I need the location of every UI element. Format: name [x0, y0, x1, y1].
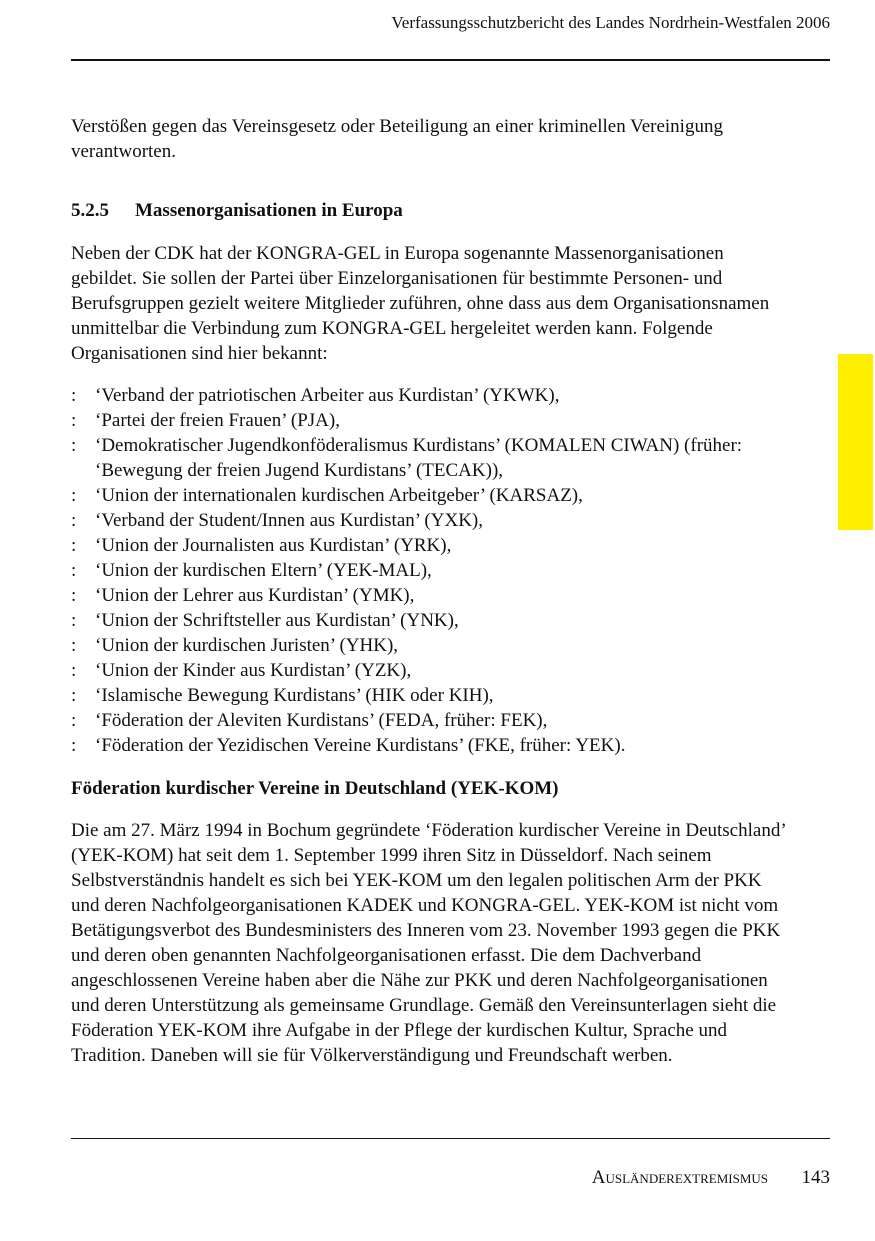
list-item	[71, 683, 811, 708]
organization-list	[71, 383, 811, 758]
list-bullet: :	[71, 735, 77, 756]
footer-divider	[71, 1138, 830, 1139]
list-item	[71, 708, 811, 733]
header-divider	[71, 59, 830, 61]
list-item-text: ‘Union der kurdischen Eltern’ (YEK-MAL),	[95, 560, 432, 581]
page-number: 143	[801, 1167, 830, 1188]
list-item-text: ‘Union der Lehrer aus Kurdistan’ (YMK),	[95, 585, 415, 606]
list-item	[71, 633, 811, 658]
list-item	[71, 383, 811, 408]
list-bullet: :	[71, 560, 77, 581]
list-item-text: ‘Union der internationalen kurdischen Arbeitgeber’ (KARSAZ),	[95, 485, 583, 506]
list-item	[71, 483, 811, 508]
section-heading	[71, 198, 403, 223]
list-item-text: ‘Föderation der Yezidischen Vereine Kurdistans’ (FKE, früher: YEK).	[95, 735, 626, 756]
section-title: Massenorganisationen in Europa	[135, 200, 403, 221]
list-item-text: ‘Union der kurdischen Juristen’ (YHK),	[95, 635, 399, 656]
list-item-text: ‘Union der Journalisten aus Kurdistan’ (YRK),	[95, 535, 452, 556]
list-item-text: ‘Demokratischer Jugendkonföderalismus Kurdistans’ (KOMALEN CIWAN) (früher: ‘Bewegung der freien Jugend Kurdistans’ (TECAK)),	[95, 435, 743, 481]
list-item-text: ‘Union der Kinder aus Kurdistan’ (YZK),	[95, 660, 412, 681]
list-item	[71, 508, 811, 533]
list-item	[71, 583, 811, 608]
list-item-text: ‘Verband der patriotischen Arbeiter aus Kurdistan’ (YKWK),	[95, 385, 560, 406]
list-item-text: ‘Islamische Bewegung Kurdistans’ (HIK oder KIH),	[95, 685, 494, 706]
list-item	[71, 558, 811, 583]
list-bullet: :	[71, 435, 77, 456]
intro-paragraph: Verstößen gegen das Vereinsgesetz oder Beteiligung an einer kriminellen Vereinigung verantworten.	[71, 116, 723, 162]
footer-section-label: Ausländerextremismus	[591, 1167, 768, 1188]
running-header: Verfassungsschutzbericht des Landes Nordrhein-Westfalen 2006	[391, 13, 830, 32]
list-bullet: :	[71, 685, 77, 706]
list-bullet: :	[71, 385, 77, 406]
list-bullet: :	[71, 610, 77, 631]
list-item-text: ‘Partei der freien Frauen’ (PJA),	[95, 410, 340, 431]
list-item	[71, 533, 811, 558]
list-item-text: ‘Verband der Student/Innen aus Kurdistan’ (YXK),	[95, 510, 483, 531]
list-item	[71, 433, 811, 483]
section-paragraph: Neben der CDK hat der KONGRA-GEL in Europa sogenannte Massenorganisationen gebildet. Sie sollen der Partei über Einzelorganisationen für bestimmte Personen- und Berufsgruppen gezielt weitere Mitglieder zuführen, ohne dass aus dem Organisationsnamen unmittelbar die Verbindung zum KONGRA-GEL hergeleitet werden kann. Folgende Organisationen sind hier bekannt:	[71, 243, 770, 364]
subsection-heading: Föderation kurdischer Vereine in Deutschland (YEK-KOM)	[71, 778, 559, 799]
section-number: 5.2.5	[71, 200, 109, 221]
list-bullet: :	[71, 510, 77, 531]
list-bullet: :	[71, 635, 77, 656]
list-bullet: :	[71, 410, 77, 431]
list-item	[71, 733, 811, 758]
chapter-marker-tab	[838, 354, 873, 530]
list-bullet: :	[71, 710, 77, 731]
list-bullet: :	[71, 485, 77, 506]
list-bullet: :	[71, 660, 77, 681]
list-item-text: ‘Union der Schriftsteller aus Kurdistan’ (YNK),	[95, 610, 459, 631]
list-bullet: :	[71, 585, 77, 606]
list-item	[71, 658, 811, 683]
list-bullet: :	[71, 535, 77, 556]
list-item	[71, 408, 811, 433]
yekkom-paragraph: Die am 27. März 1994 in Bochum gegründete ‘Föderation kurdischer Vereine in Deutschland’ (YEK-KOM) hat seit dem 1. September 1999 ihren Sitz in Düsseldorf. Nach seinem Selbstverständnis handelt es sich bei YEK-KOM um den legalen politischen Arm der PKK und deren Nachfolgeorganisationen KADEK und KONGRA-GEL. YEK-KOM ist nicht vom Betätigungsverbot des Bundesministers des Inneren vom 23. November 1993 gegen die PKK und deren oben genannten Nachfolgeorganisationen erfasst. Die dem Dachverband angeschlossenen Vereine haben aber die Nähe zur PKK und deren Nachfolgeorganisationen und deren Unterstützung als gemeinsame Grundlage. Gemäß den Vereinsunterlagen sieht die Föderation YEK-KOM ihre Aufgabe in der Pflege der kurdischen Kultur, Sprache und Tradition. Daneben will sie für Völkerverständigung und Freundschaft werben.	[71, 820, 786, 1066]
list-item-text: ‘Föderation der Aleviten Kurdistans’ (FEDA, früher: FEK),	[95, 710, 548, 731]
list-item	[71, 608, 811, 633]
